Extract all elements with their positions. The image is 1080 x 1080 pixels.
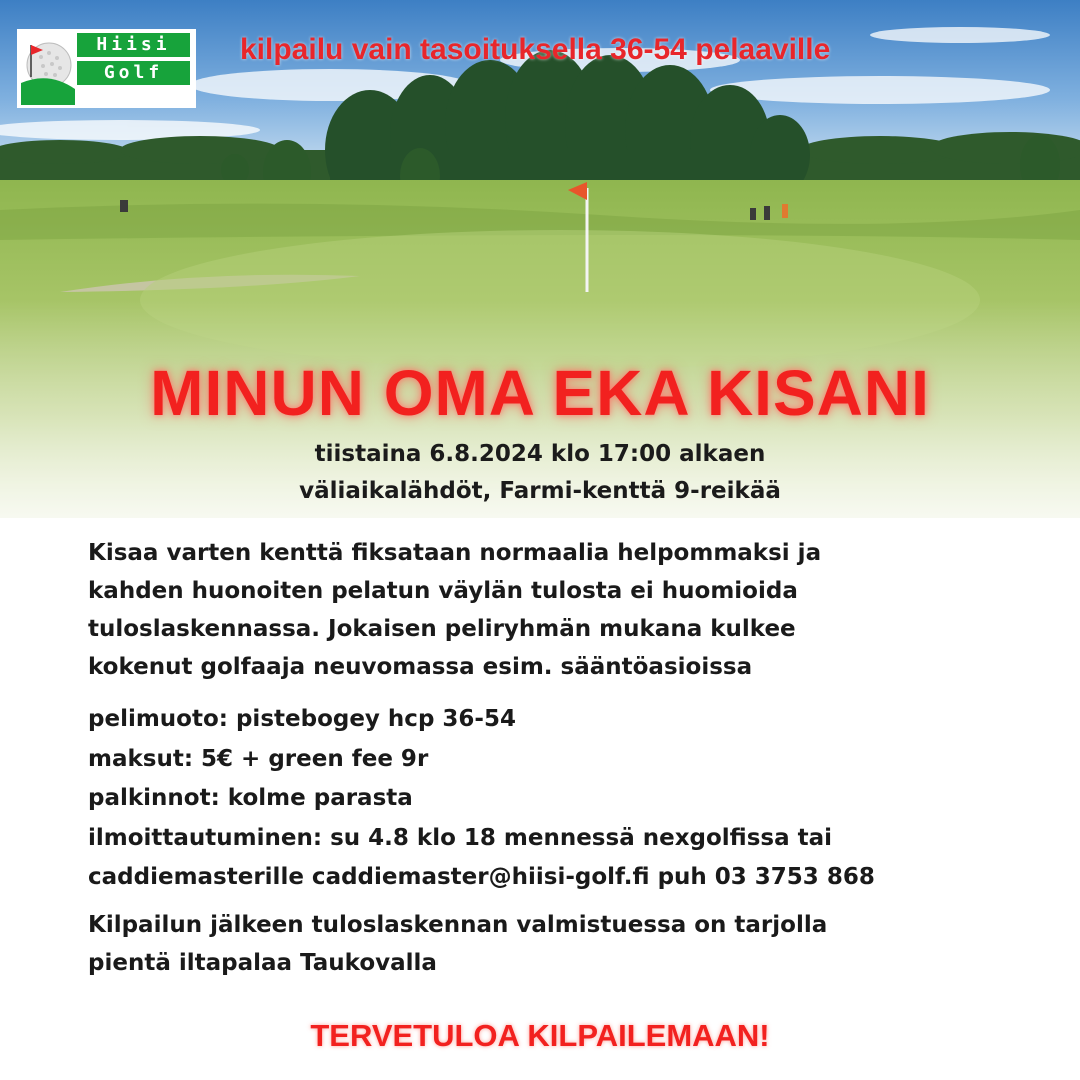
after-line: pientä iltapalaa Taukovalla	[88, 950, 437, 976]
description-line: kahden huonoiten pelatun väylän tulosta ei huomioida	[88, 578, 798, 604]
event-title: MINUN OMA EKA KISANI	[150, 357, 930, 429]
welcome-banner: TERVETULOA KILPAILEMAAN!	[310, 1018, 770, 1053]
detail-registration: ilmoittautuminen: su 4.8 klo 18 mennessä nexgolfissa tai	[88, 824, 833, 851]
after-event-info	[88, 906, 1048, 982]
hero-image	[0, 0, 1080, 518]
detail-registration-contact: caddiemasterille caddiemaster@hiisi-golf.fi puh 03 3753 868	[88, 864, 875, 890]
detail-format: pelimuoto: pistebogey hcp 36-54	[88, 706, 516, 732]
after-line: Kilpailun jälkeen tuloslaskennan valmistuessa on tarjolla	[88, 912, 828, 938]
hiisi-golf-logo	[17, 29, 196, 108]
detail-fees: maksut: 5€ + green fee 9r	[88, 745, 429, 772]
description-line: tuloslaskennassa. Jokaisen peliryhmän mukana kulkee	[88, 616, 796, 642]
logo-text-golf: Golf	[77, 61, 190, 85]
event-venue: väliaikalähdöt, Farmi-kenttä 9-reikää	[299, 478, 781, 504]
event-details	[88, 700, 1048, 898]
description-line: Kisaa varten kenttä fiksataan normaalia helpommaksi ja	[88, 540, 822, 566]
golf-ball-icon	[19, 31, 75, 105]
tagline: kilpailu vain tasoituksella 36-54 pelaaville	[240, 33, 831, 66]
description	[88, 534, 1048, 686]
logo-text-hiisi: Hiisi	[77, 33, 190, 57]
event-date: tiistaina 6.8.2024 klo 17:00 alkaen	[314, 441, 766, 467]
detail-prizes: palkinnot: kolme parasta	[88, 785, 413, 811]
description-line: kokenut golfaaja neuvomassa esim. sääntöasioissa	[88, 654, 753, 680]
